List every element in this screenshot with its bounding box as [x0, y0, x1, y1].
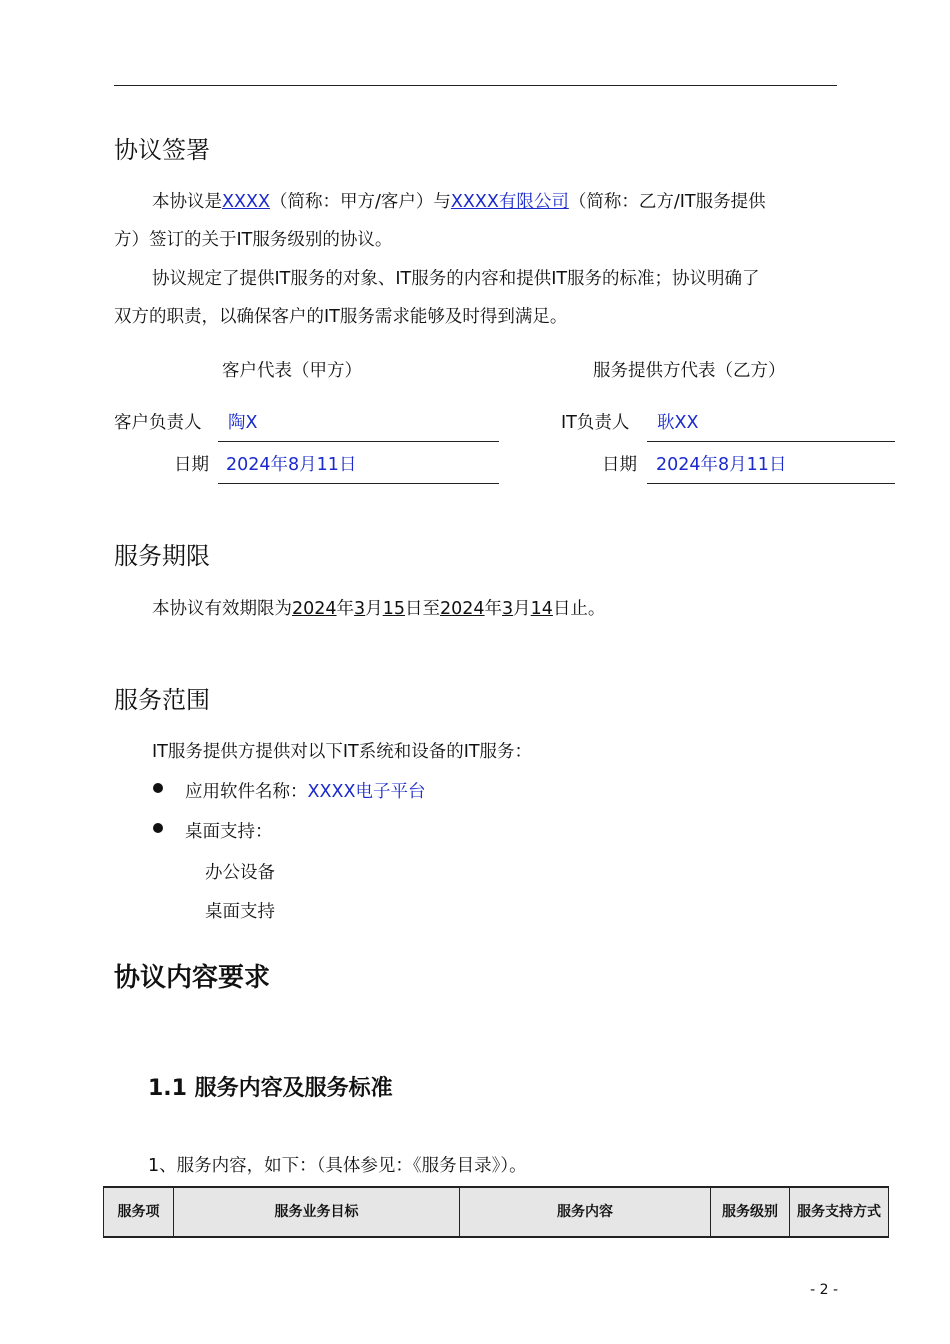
sign-p1-b: （简称：甲方/客户）与: [269, 192, 451, 212]
sign-paragraph-2-line-1: 协议规定了提供IT服务的对象、IT服务的内容和提供IT服务的标准；协议明确了: [152, 269, 760, 289]
provider-date-label: 日期: [602, 455, 637, 475]
software-name: XXXX电子平台: [307, 782, 426, 802]
requirements-heading: 协议内容要求: [114, 963, 271, 993]
provider-person-label: IT负责人: [561, 413, 630, 433]
header-service-item: 服务项: [104, 1187, 174, 1237]
scope-subitem-desktop-support: 桌面支持: [205, 902, 275, 922]
term-day-unit: 日至: [404, 599, 440, 619]
section-heading-1-1: 1.1 服务内容及服务标准: [148, 1076, 393, 1101]
header-rule: [114, 85, 837, 86]
sign-paragraph-1-line-1: [152, 188, 766, 213]
client-person-signature-line: [218, 441, 499, 442]
header-support-method: 服务支持方式: [790, 1187, 889, 1237]
term-prefix: 本协议有效期限为: [152, 599, 292, 619]
provider-link[interactable]: XXXX有限公司: [450, 192, 569, 212]
term-start-day: 15: [382, 599, 405, 619]
scope-subitem-office-equipment: 办公设备: [205, 863, 275, 883]
sign-paragraph-2-line-2: 双方的职责，以确保客户的IT服务需求能够及时得到满足。: [114, 307, 568, 327]
scope-item-desktop: 桌面支持：: [185, 822, 273, 842]
client-date-value: 2024年8月11日: [226, 455, 357, 475]
provider-date-value: 2024年8月11日: [656, 455, 787, 475]
provider-person-value: 耿XX: [657, 413, 699, 433]
service-content-intro: 1、服务内容，如下：（具体参见：《服务目录》）。: [148, 1156, 527, 1176]
term-suffix: 日止。: [552, 599, 606, 619]
bullet-icon: [153, 823, 163, 833]
term-start-month: 3: [354, 599, 366, 619]
sign-heading: 协议签署: [114, 136, 210, 164]
term-month-unit: 月: [365, 599, 383, 619]
client-date-signature-line: [218, 483, 499, 484]
provider-rep-title: 服务提供方代表（乙方）: [593, 361, 786, 381]
client-rep-title: 客户代表（甲方）: [222, 361, 362, 381]
term-end-year: 2024: [439, 599, 485, 619]
client-person-label: 客户负责人: [114, 413, 202, 433]
bullet-icon: [153, 783, 163, 793]
term-month-unit: 月: [513, 599, 531, 619]
term-end-month: 3: [502, 599, 514, 619]
page-number: - 2 -: [810, 1282, 838, 1298]
sign-paragraph-1-line-2: 方）签订的关于IT服务级别的协议。: [114, 230, 393, 250]
scope-heading: 服务范围: [114, 686, 210, 714]
term-end-day: 14: [530, 599, 553, 619]
header-service-content: 服务内容: [460, 1187, 711, 1237]
term-statement: [152, 595, 605, 620]
client-link[interactable]: XXXX: [222, 192, 270, 212]
term-year-unit: 年: [484, 599, 503, 619]
sign-p1-a: 本协议是: [152, 192, 222, 212]
client-person-value: 陶X: [228, 413, 258, 433]
scope-item-software: [185, 778, 425, 803]
client-date-label: 日期: [174, 455, 209, 475]
table-header-row: [104, 1187, 889, 1237]
provider-date-signature-line: [647, 483, 895, 484]
scope-intro: IT服务提供方提供对以下IT系统和设备的IT服务：: [152, 742, 533, 762]
provider-person-signature-line: [647, 441, 895, 442]
term-heading: 服务期限: [114, 542, 210, 570]
header-business-goal: 服务业务目标: [174, 1187, 460, 1237]
term-year-unit: 年: [336, 599, 355, 619]
software-label: 应用软件名称：: [185, 782, 308, 802]
header-service-level: 服务级别: [711, 1187, 790, 1237]
sign-p1-c: （简称：乙方/IT服务提供: [568, 192, 766, 212]
service-table: [103, 1186, 889, 1238]
term-start-year: 2024: [292, 599, 337, 619]
